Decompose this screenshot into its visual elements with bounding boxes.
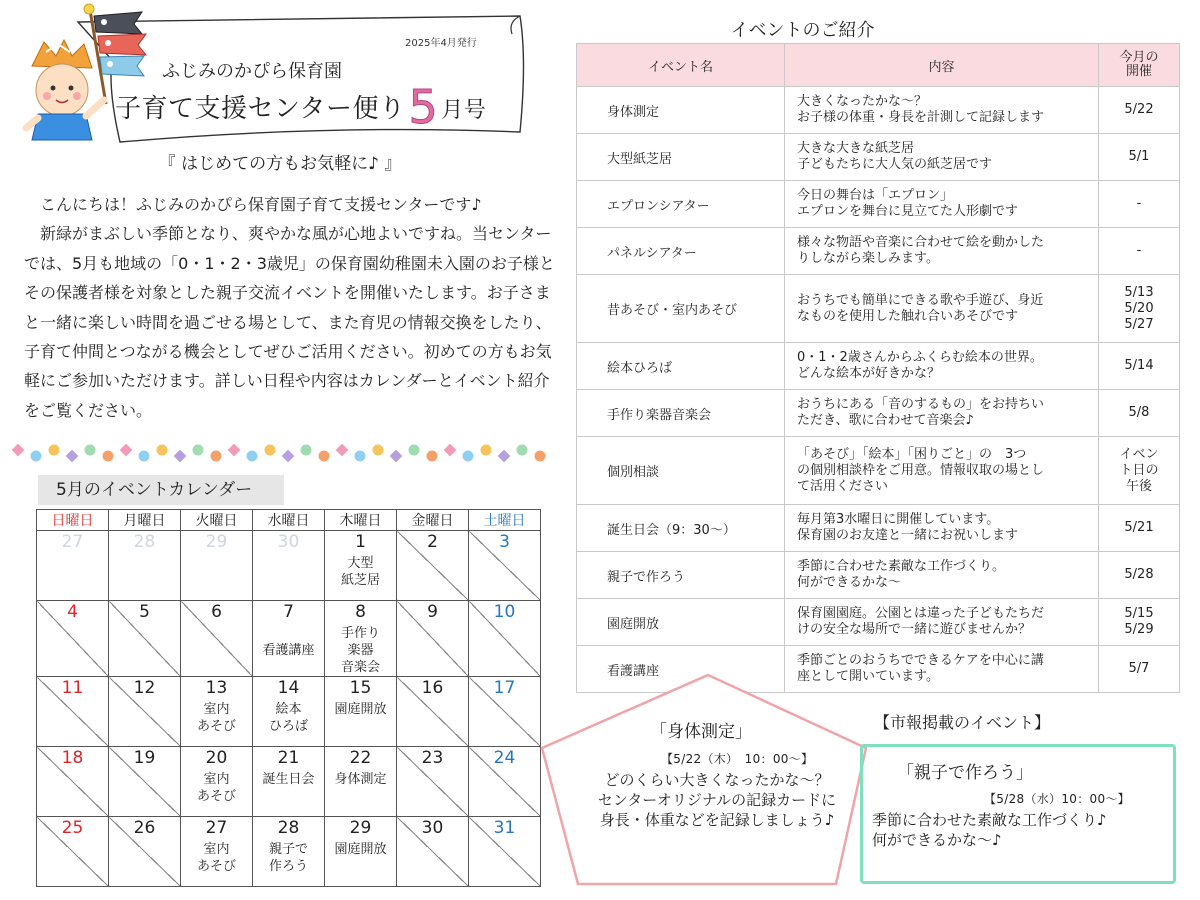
event-row (577, 181, 1180, 228)
event-dates: 5/13 5/20 5/27 (1099, 275, 1180, 343)
calendar-day-event: 身体測定 (334, 772, 387, 787)
calendar-day-number: 30 (421, 818, 444, 838)
event-dates: 5/8 (1099, 390, 1180, 437)
city-news-time: 【5/28（水）10：00～】 (984, 792, 1130, 806)
festival-garland (10, 438, 555, 470)
title-suffix: 月号 (441, 98, 487, 123)
event-row (577, 228, 1180, 275)
calendar-day-number: 12 (133, 678, 156, 698)
weekday-header: 月曜日 (109, 510, 181, 531)
calendar-day-number: 10 (493, 602, 516, 622)
calendar-day-number: 27 (61, 532, 84, 552)
calendar-day-number: 22 (349, 748, 372, 768)
event-content: おうちにある「音のするもの」をお持ちい ただき、歌に合わせて音楽会♪ (785, 390, 1099, 437)
event-dates: イベン ト日の 午後 (1099, 437, 1180, 505)
event-content: 今日の舞台は「エプロン」 エプロンを舞台に見立てた人形劇です (785, 181, 1099, 228)
events-table-body (577, 87, 1180, 693)
garland-ornament-icon (156, 444, 168, 456)
garland-ornament-icon (534, 450, 546, 462)
garland-ornament-icon (300, 444, 312, 456)
garland-ornament-icon (119, 443, 133, 457)
calendar-day-cell (397, 747, 469, 817)
events-header-row (577, 44, 1180, 87)
calendar-day-cell (181, 817, 253, 887)
calendar-day-cell (253, 531, 325, 601)
calendar-day-number: 25 (61, 818, 84, 838)
calendar-day-cell (325, 531, 397, 601)
garland-ornament-icon (11, 443, 25, 457)
garland-ornament-icon (84, 444, 96, 456)
calendar-day-cell (109, 677, 181, 747)
city-news-body: 季節に合わせた素敵な工作づくり♪ 何ができるかな～♪ (872, 811, 1107, 849)
event-content: 季節ごとのおうちでできるケアを中心に講 座として開いています。 (785, 646, 1099, 693)
calendar-day-number: 20 (205, 748, 228, 768)
newsletter-title (115, 80, 486, 134)
calendar-day-number: 29 (205, 532, 228, 552)
calendar-day-cell (253, 601, 325, 677)
calendar-day-number: 15 (349, 678, 372, 698)
garland-ornament-icon (192, 444, 204, 456)
event-dates: 5/15 5/29 (1099, 599, 1180, 646)
child-kabuto-icon (26, 40, 104, 140)
garland-ornament-icon (102, 450, 114, 462)
calendar-day-cell (325, 747, 397, 817)
garland-ornament-icon (173, 449, 187, 463)
event-dates: - (1099, 228, 1180, 275)
events-table (576, 43, 1180, 693)
calendar-day-number: 24 (493, 748, 516, 768)
calendar-day-number: 2 (427, 532, 438, 552)
calendar-day-event: 園庭開放 (334, 702, 387, 717)
calendar-day-number: 6 (211, 602, 222, 622)
garland-ornament-icon (372, 444, 384, 456)
event-row (577, 87, 1180, 134)
measurement-notice-time: 【5/22（木） 10：00～】 (661, 752, 814, 766)
garland-ornament-icon (389, 449, 403, 463)
calendar-week-row (37, 531, 541, 601)
calendar-day-cell (109, 747, 181, 817)
calendar-week-row (37, 677, 541, 747)
event-row (577, 437, 1180, 505)
calendar-day-cell (325, 601, 397, 677)
calendar-day-event: 室内 あそび (196, 842, 236, 874)
event-content: 0・1・2歳さんからふくらむ絵本の世界。 どんな絵本が好きかな？ (785, 343, 1099, 390)
calendar-day-event: 大型 紙芝居 (340, 556, 380, 588)
calendar-day-cell (37, 817, 109, 887)
garland-ornament-icon (227, 443, 241, 457)
calendar-day-number: 1 (355, 532, 366, 552)
event-name: 昔あそび・室内あそび (577, 275, 785, 343)
calendar-day-cell (37, 601, 109, 677)
header-banner (0, 0, 540, 150)
garland-ornament-icon (462, 450, 474, 462)
calendar-day-number: 27 (205, 818, 228, 838)
catchphrase: 『 はじめての方もお気軽に♪ 』 (158, 154, 402, 174)
weekday-header: 日曜日 (37, 510, 109, 531)
calendar-day-event: 室内 あそび (196, 772, 236, 804)
calendar-day-number: 16 (421, 678, 444, 698)
calendar-day-number: 14 (277, 678, 300, 698)
title-month: 5 (408, 80, 439, 134)
calendar-day-cell (181, 677, 253, 747)
garland-ornament-icon (281, 449, 295, 463)
event-name: パネルシアター (577, 228, 785, 275)
weekday-header: 金曜日 (397, 510, 469, 531)
calendar-day-event: 絵本 ひろば (268, 702, 308, 734)
garland-ornament-icon (210, 450, 222, 462)
city-news-title: 「親子で作ろう」 (897, 763, 1033, 783)
event-dates: 5/14 (1099, 343, 1180, 390)
garland-ornament-icon (408, 444, 420, 456)
calendar-day-number: 17 (493, 678, 516, 698)
calendar-day-number: 30 (277, 532, 300, 552)
calendar-day-cell (397, 601, 469, 677)
calendar-day-cell (469, 677, 541, 747)
calendar-day-number: 7 (283, 602, 294, 622)
city-news-heading: 【市報掲載のイベント】 (874, 713, 1051, 732)
calendar-day-number: 31 (493, 818, 516, 838)
calendar-day-event: 看護講座 (262, 643, 315, 658)
event-dates: 5/1 (1099, 134, 1180, 181)
calendar-header-row (37, 510, 541, 531)
event-row (577, 275, 1180, 343)
calendar-day-number: 28 (277, 818, 300, 838)
calendar-day-event: 誕生日会 (262, 772, 315, 787)
calendar-day-number: 11 (61, 678, 84, 698)
event-dates: 5/22 (1099, 87, 1180, 134)
calendar-day-number: 21 (277, 748, 300, 768)
event-name: 手作り楽器音楽会 (577, 390, 785, 437)
event-name: エプロンシアター (577, 181, 785, 228)
calendar-day-number: 4 (67, 602, 78, 622)
calendar-day-cell (109, 531, 181, 601)
calendar-day-cell (253, 817, 325, 887)
calendar-day-number: 18 (61, 748, 84, 768)
garland-ornament-icon (30, 450, 42, 462)
weekday-header: 土曜日 (469, 510, 541, 531)
calendar-day-cell (37, 677, 109, 747)
calendar-body (37, 531, 541, 887)
garland-ornament-icon (318, 450, 330, 462)
event-content: おうちでも簡単にできる歌や手遊び、身近 なものを使用した触れ合いあそびです (785, 275, 1099, 343)
calendar-day-number: 23 (421, 748, 444, 768)
col-header-event-name: イベント名 (577, 44, 785, 87)
calendar-week-row (37, 747, 541, 817)
measurement-notice-body: どのくらい大きくなったかな～？ センターオリジナルの記録カードに 身長・体重などを記録しましょう♪ (597, 771, 837, 829)
event-dates: 5/7 (1099, 646, 1180, 693)
events-section-title: イベントのご紹介 (730, 20, 875, 41)
weekday-header: 木曜日 (325, 510, 397, 531)
calendar-title: 5月のイベントカレンダー (38, 475, 284, 505)
event-row (577, 134, 1180, 181)
calendar-day-cell (397, 817, 469, 887)
calendar-day-event: 親子で 作ろう (268, 842, 308, 874)
event-row (577, 343, 1180, 390)
garland-ornament-icon (443, 443, 457, 457)
event-row (577, 552, 1180, 599)
garland-ornament-icon (497, 449, 511, 463)
garland-ornament-icon (65, 449, 79, 463)
calendar-day-number: 13 (205, 678, 228, 698)
col-header-this-month: 今月の 開催 (1099, 44, 1180, 87)
calendar-day-event: 手作り 楽器 音楽会 (340, 626, 380, 675)
event-name: 親子で作ろう (577, 552, 785, 599)
garland-ornament-icon (264, 444, 276, 456)
calendar-day-number: 29 (349, 818, 372, 838)
intro-paragraph: 新緑がまぶしい季節となり、爽やかな風が心地よいですね。当センターでは、5月も地域の「0・1・2・3歳児」の保育園幼稚園未入園のお子様とその保護者様を対象とした親子交流イベントを開催いたします。お子さまと一緒に楽しい時間を過ごせる場として、また育児の情報交換をしたり、子育て仲間とつながる機会としてぜひご活用ください。初めての方もお気軽にご参加いただけます。詳しい日程や内容はカレンダーとイベント紹介をご覧ください。 (24, 224, 555, 420)
calendar-day-cell (181, 601, 253, 677)
event-content: 「あそび」「絵本」「困りごと」の 3つ の個別相談枠をご用意。情報収取の場とし て活用ください (785, 437, 1099, 505)
event-name: 個別相談 (577, 437, 785, 505)
event-content: 保育園園庭。公園とは違った子どもたちだ けの安全な場所で一緒に遊びませんか？ (785, 599, 1099, 646)
col-header-content: 内容 (785, 44, 1099, 87)
calendar-day-cell (37, 531, 109, 601)
calendar-day-cell (469, 747, 541, 817)
garland-ornament-icon (335, 443, 349, 457)
event-calendar (36, 509, 541, 887)
calendar-day-cell (397, 677, 469, 747)
event-dates: - (1099, 181, 1180, 228)
nursery-name: ふじみのかぴら保育園 (162, 61, 342, 82)
event-name: 看護講座 (577, 646, 785, 693)
calendar-day-cell (469, 601, 541, 677)
intro-text (24, 190, 564, 425)
garland-ornament-icon (138, 450, 150, 462)
event-content: 季節に合わせた素敵な工作づくり。 何ができるかな～ (785, 552, 1099, 599)
garland-ornament-icon (48, 444, 60, 456)
garland-ornament-icon (426, 450, 438, 462)
title-main: 子育て支援センター便り (115, 94, 406, 124)
calendar-day-number: 9 (427, 602, 438, 622)
calendar-day-event: 室内 あそび (196, 702, 236, 734)
event-dates: 5/28 (1099, 552, 1180, 599)
garland-ornament-icon (480, 444, 492, 456)
calendar-day-number: 19 (133, 748, 156, 768)
event-content: 大きくなったかな～？ お子様の体重・身長を計測して記録します (785, 87, 1099, 134)
event-name: 絵本ひろば (577, 343, 785, 390)
calendar-day-cell (469, 531, 541, 601)
event-name: 大型紙芝居 (577, 134, 785, 181)
calendar-day-cell (253, 747, 325, 817)
event-dates: 5/21 (1099, 505, 1180, 552)
calendar-day-cell (325, 817, 397, 887)
garland-ornament-icon (354, 450, 366, 462)
issue-date: 2025年4月発行 (405, 38, 477, 49)
event-content: 様々な物語や音楽に合わせて絵を動かした りしながら楽しみます。 (785, 228, 1099, 275)
calendar-day-number: 28 (133, 532, 156, 552)
calendar-day-number: 26 (133, 818, 156, 838)
calendar-day-cell (253, 677, 325, 747)
event-content: 毎月第3水曜日に開催しています。 保育園のお友達と一緒にお祝いします (785, 505, 1099, 552)
garland-ornament-icon (246, 450, 258, 462)
event-name: 園庭開放 (577, 599, 785, 646)
weekday-header: 火曜日 (181, 510, 253, 531)
event-name: 誕生日会（9：30～） (577, 505, 785, 552)
calendar-day-cell (37, 747, 109, 817)
calendar-day-cell (181, 531, 253, 601)
calendar-day-cell (109, 601, 181, 677)
measurement-notice-title: 「身体測定」 (650, 722, 752, 742)
event-row (577, 505, 1180, 552)
event-row (577, 390, 1180, 437)
weekday-header: 水曜日 (253, 510, 325, 531)
garland-ornament-icon (516, 444, 528, 456)
calendar-day-cell (397, 531, 469, 601)
calendar-day-cell (109, 817, 181, 887)
event-row (577, 599, 1180, 646)
calendar-day-number: 3 (499, 532, 510, 552)
calendar-day-cell (181, 747, 253, 817)
calendar-day-number: 8 (355, 602, 366, 622)
intro-paragraph: こんにちは！ふじみのかぴら保育園子育て支援センターです♪ (40, 195, 482, 214)
calendar-week-row (37, 601, 541, 677)
event-content: 大きな大きな紙芝居 子どもたちに大人気の紙芝居です (785, 134, 1099, 181)
calendar-day-number: 5 (139, 602, 150, 622)
calendar-week-row (37, 817, 541, 887)
calendar-day-event: 園庭開放 (334, 842, 387, 857)
calendar-day-cell (325, 677, 397, 747)
event-name: 身体測定 (577, 87, 785, 134)
calendar-day-cell (469, 817, 541, 887)
